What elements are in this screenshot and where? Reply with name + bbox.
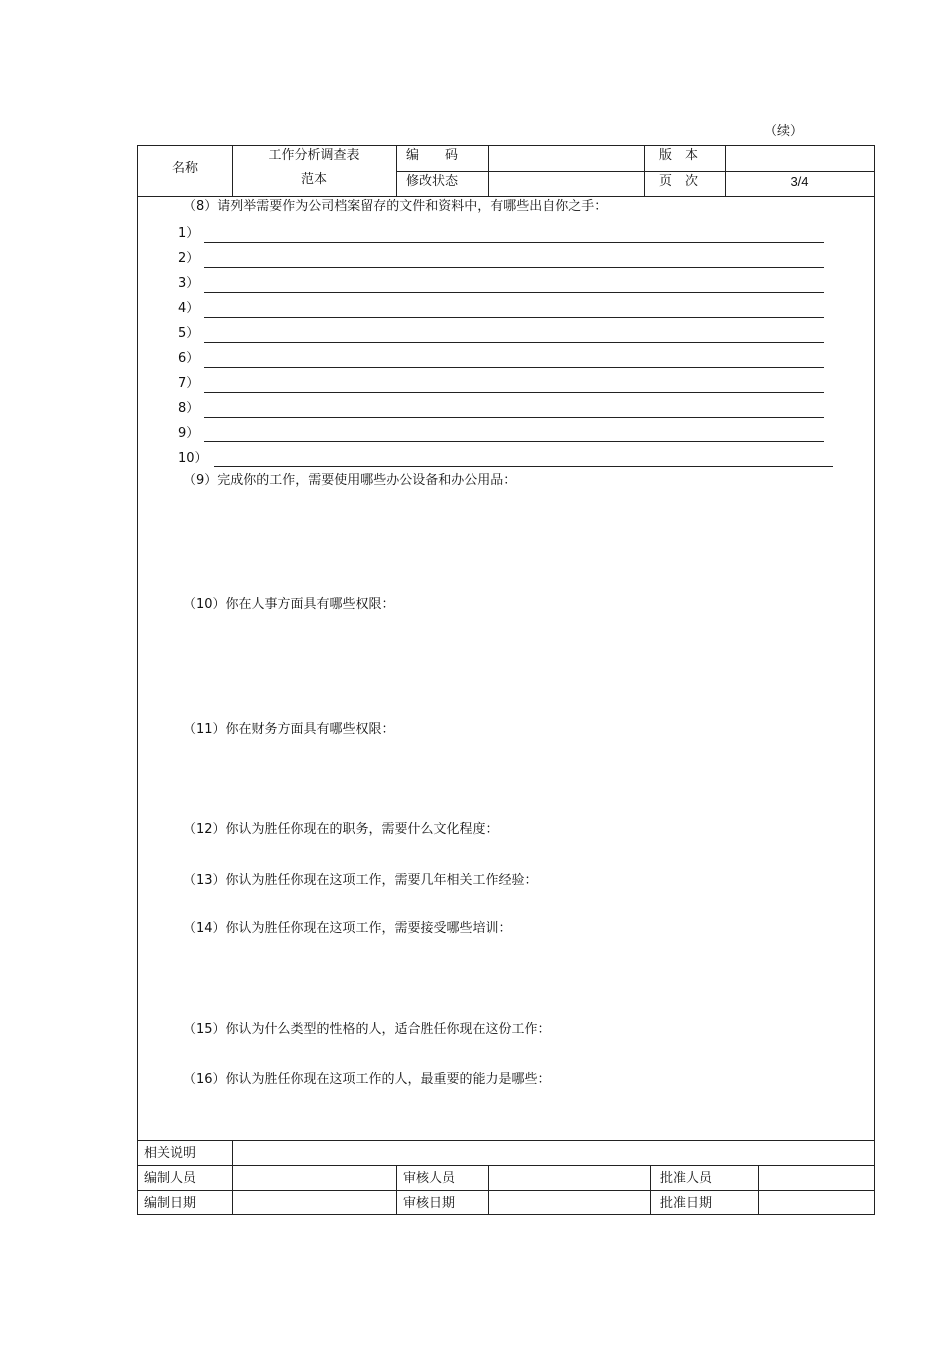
prepared-by-label: 编制人员 — [144, 1171, 197, 1186]
question-12: （12）你认为胜任你现在的职务，需要什么文化程度： — [183, 822, 499, 837]
answer-line-1[interactable] — [204, 242, 824, 243]
footer-divider — [232, 1140, 233, 1214]
question-16: （16）你认为胜任你现在这项工作的人，最重要的能力是哪些： — [183, 1072, 551, 1087]
question-8: （8）请列举需要作为公司档案留存的文件和资料中，有哪些出自你之手： — [183, 199, 608, 214]
list-item-number: 5） — [178, 326, 200, 341]
header-bottom-border — [138, 196, 874, 197]
list-item-number: 9） — [178, 426, 200, 441]
code-label: 编 码 — [406, 148, 459, 163]
question-9: （9）完成你的工作，需要使用哪些办公设备和办公用品： — [183, 473, 517, 488]
notes-label: 相关说明 — [144, 1146, 197, 1161]
version-label: 版 本 — [659, 148, 699, 163]
list-item-number: 1） — [178, 226, 200, 241]
answer-line-2[interactable] — [204, 267, 824, 268]
header-divider — [396, 146, 397, 196]
footer-top-border — [138, 1140, 874, 1141]
footer-divider — [758, 1165, 759, 1214]
answer-line-5[interactable] — [204, 342, 824, 343]
footer-row-border — [138, 1165, 874, 1166]
header-divider — [488, 146, 489, 196]
answer-line-8[interactable] — [204, 417, 824, 418]
question-13: （13）你认为胜任你现在这项工作，需要几年相关工作经验： — [183, 873, 538, 888]
answer-line-7[interactable] — [204, 392, 824, 393]
list-item-number: 4） — [178, 301, 200, 316]
page-label: 页 次 — [659, 174, 699, 189]
list-item-number: 7） — [178, 376, 200, 391]
answer-line-3[interactable] — [204, 292, 824, 293]
continued-label: （续） — [764, 124, 804, 139]
form-table — [137, 145, 875, 1215]
question-10: （10）你在人事方面具有哪些权限： — [183, 597, 395, 612]
footer-divider — [488, 1165, 489, 1214]
list-item-number: 8） — [178, 401, 200, 416]
header-divider — [644, 146, 645, 196]
question-11: （11）你在财务方面具有哪些权限： — [183, 722, 395, 737]
name-value-line1: 工作分析调查表 — [268, 148, 360, 163]
answer-line-9[interactable] — [204, 441, 824, 442]
revision-label: 修改状态 — [406, 174, 459, 189]
footer-divider — [396, 1165, 397, 1214]
answer-line-4[interactable] — [204, 317, 824, 318]
reviewer-label: 审核人员 — [403, 1171, 456, 1186]
footer-row-border — [138, 1190, 874, 1191]
name-label: 名称 — [171, 161, 198, 176]
answer-line-10[interactable] — [214, 466, 833, 467]
approve-date-label: 批准日期 — [660, 1196, 713, 1211]
list-item-number: 2） — [178, 251, 200, 266]
review-date-label: 审核日期 — [403, 1196, 456, 1211]
page-number: 3/4 — [790, 174, 809, 189]
list-item-number: 6） — [178, 351, 200, 366]
footer-divider — [650, 1165, 651, 1214]
approver-label: 批准人员 — [660, 1171, 713, 1186]
answer-line-6[interactable] — [204, 367, 824, 368]
header-mid-border — [396, 171, 874, 172]
list-item-number: 3） — [178, 276, 200, 291]
prepared-date-label: 编制日期 — [144, 1196, 197, 1211]
list-item-number: 10） — [178, 451, 208, 466]
name-value-line2: 范本 — [300, 172, 327, 187]
question-14: （14）你认为胜任你现在这项工作，需要接受哪些培训： — [183, 921, 512, 936]
question-15: （15）你认为什么类型的性格的人，适合胜任你现在这份工作： — [183, 1022, 551, 1037]
